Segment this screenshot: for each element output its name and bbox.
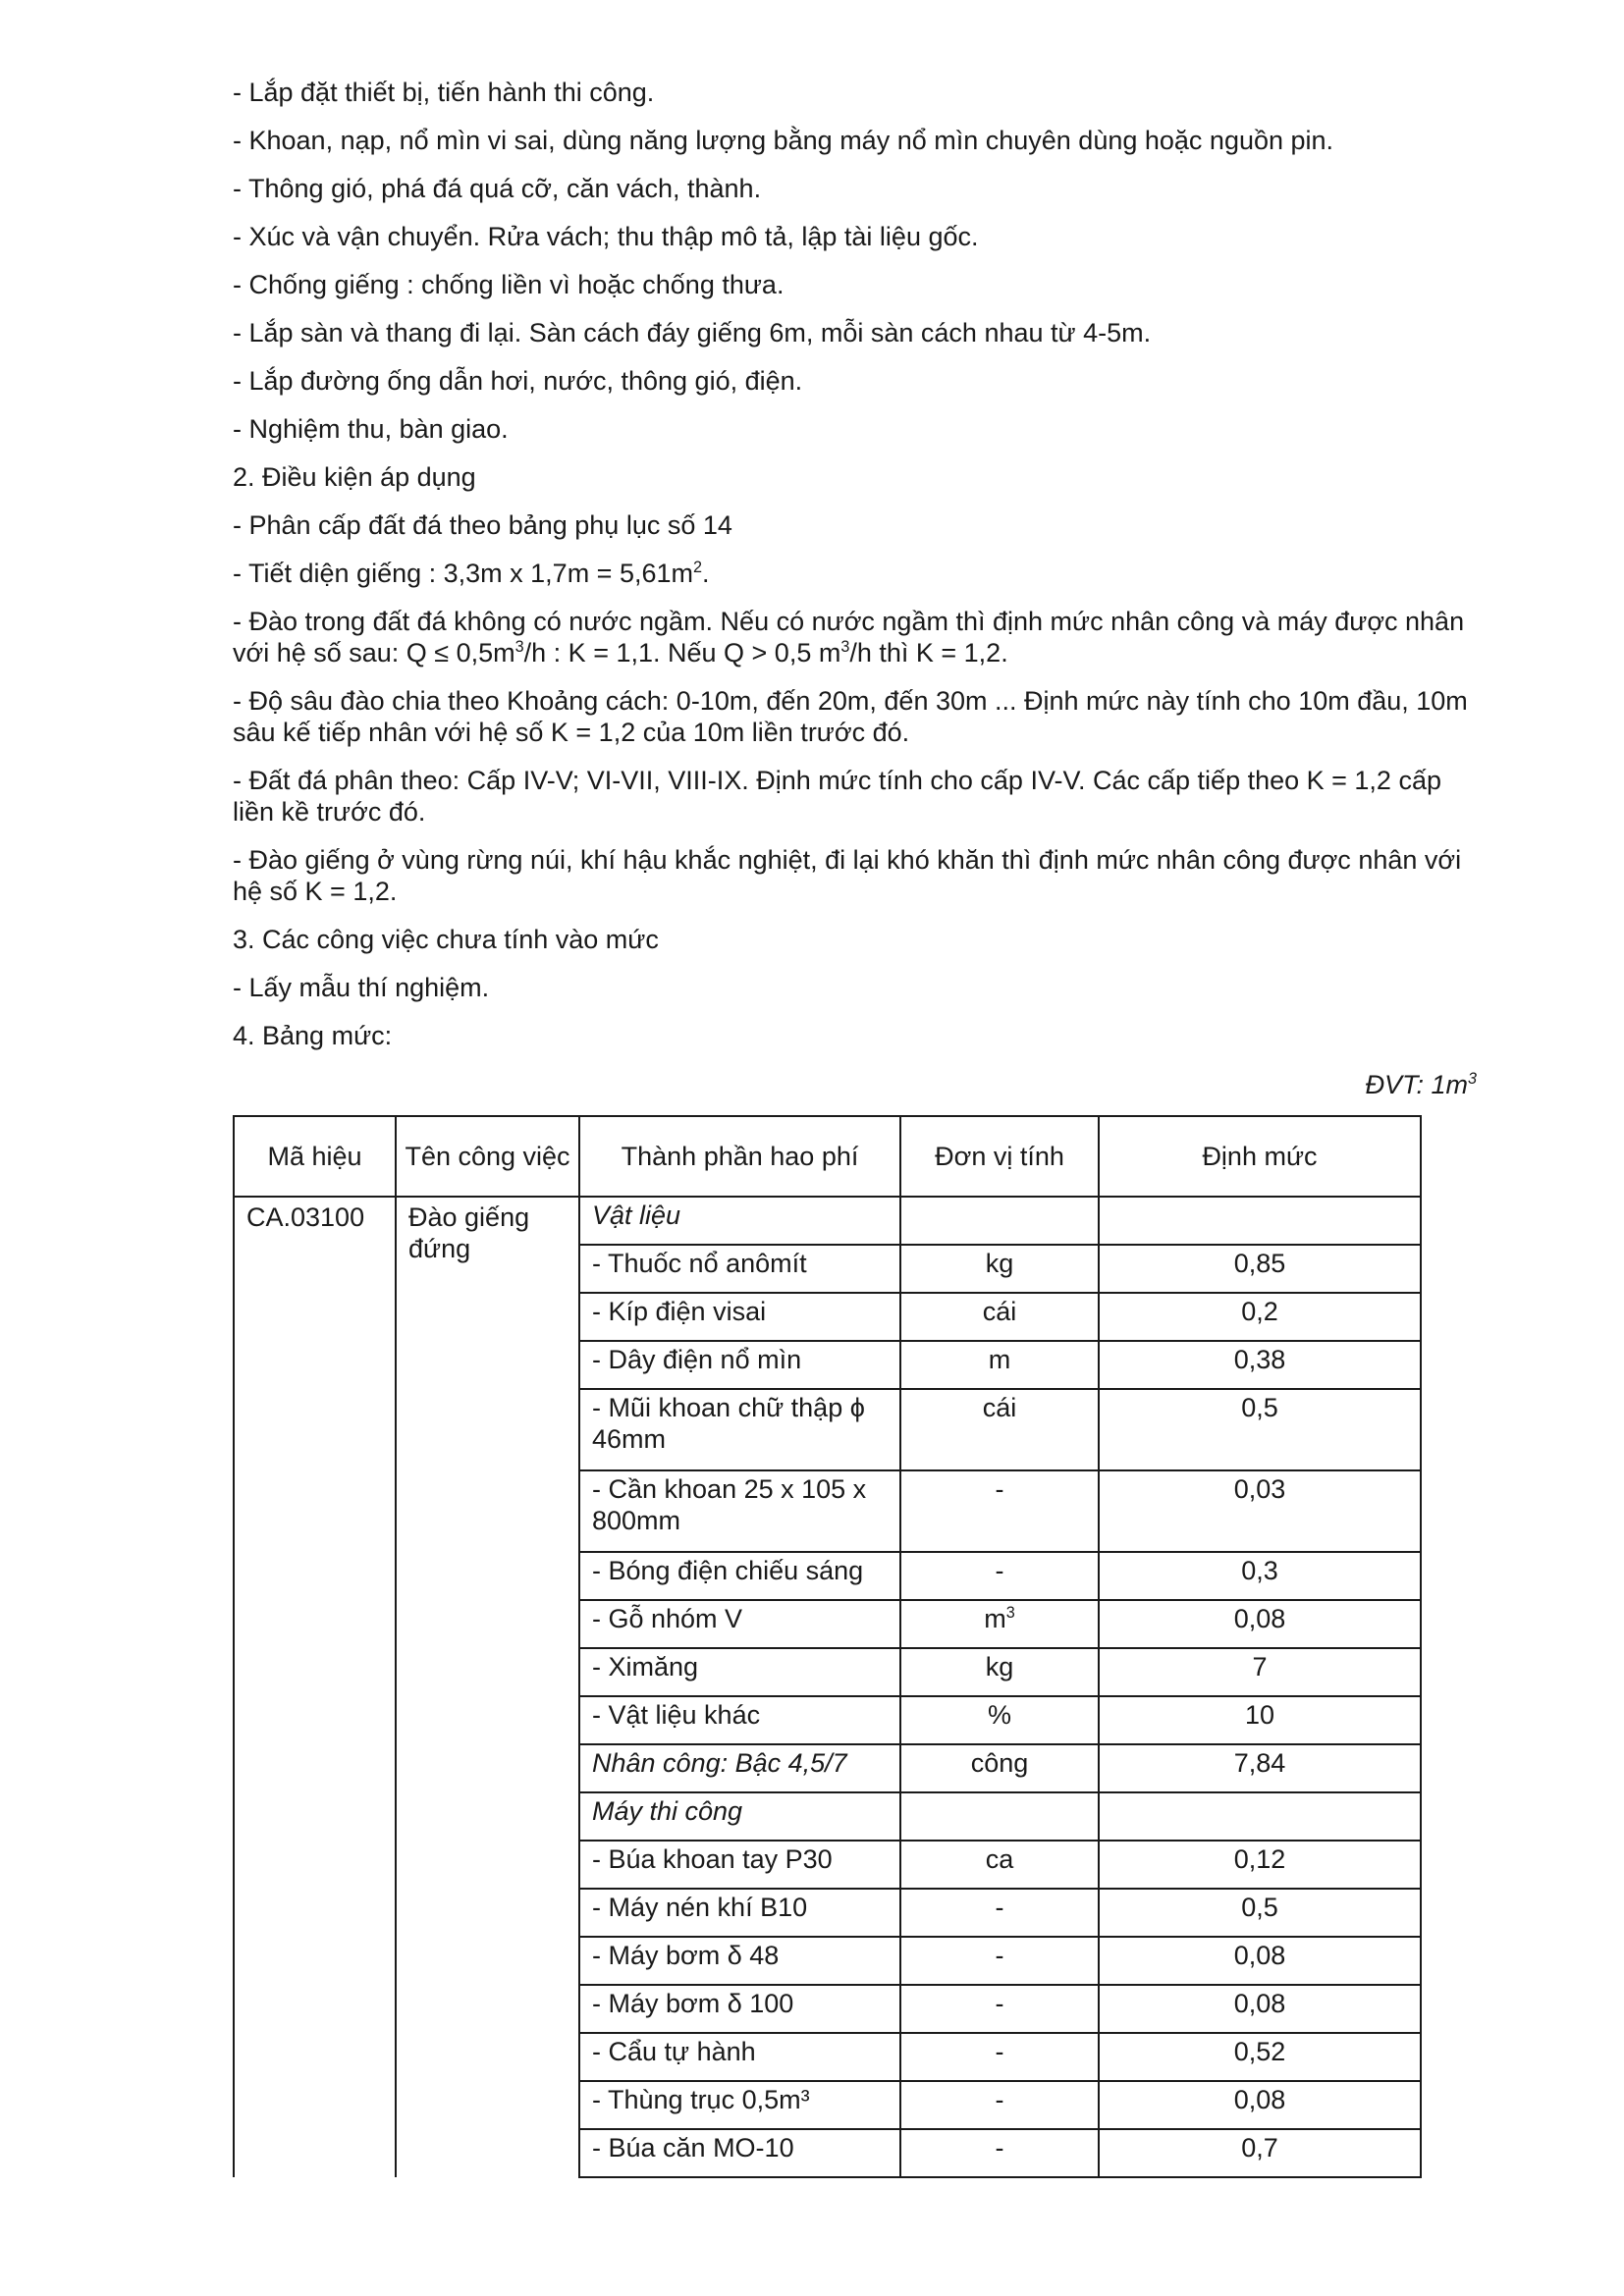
norm-value-cell: 7 bbox=[1099, 1648, 1421, 1696]
header-norm: Định mức bbox=[1099, 1116, 1421, 1197]
norm-value-cell: 0,2 bbox=[1099, 1293, 1421, 1341]
norm-value-cell bbox=[1099, 1197, 1421, 1245]
component-cell: - Bóng điện chiếu sáng bbox=[579, 1552, 900, 1600]
unit-cell-text: m bbox=[984, 1604, 1006, 1633]
unit-cell bbox=[900, 1341, 1099, 1389]
groundwater-text-2: /h : K = 1,1. Nếu Q > 0,5 m bbox=[523, 638, 841, 667]
unit-cell bbox=[900, 1293, 1099, 1341]
unit-of-measure bbox=[1365, 1069, 1477, 1100]
cross-section-text: - Tiết diện giếng : 3,3m x 1,7m = 5,61m bbox=[233, 559, 693, 588]
table-body bbox=[234, 1197, 1421, 2177]
component-cell: - Thùng trục 0,5m³ bbox=[579, 2081, 900, 2129]
unit-cell-sup: 3 bbox=[1005, 1604, 1015, 1622]
section-table-heading: 4. Bảng mức: bbox=[233, 1021, 393, 1050]
cross-section-suffix: . bbox=[702, 559, 710, 588]
unit-cell-text: - bbox=[995, 2133, 1004, 2163]
condition-classification: - Phân cấp đất đá theo bảng phụ lục số 14 bbox=[233, 510, 732, 540]
step-support: - Chống giếng : chống liền vì hoặc chống thưa. bbox=[233, 270, 785, 299]
unit-cell-text: - bbox=[995, 1941, 1004, 1970]
unit-cell bbox=[900, 1245, 1099, 1293]
unit-cell-text: công bbox=[970, 1748, 1029, 1778]
section-excluded-heading: 3. Các công việc chưa tính vào mức bbox=[233, 925, 659, 954]
section-conditions-heading: 2. Điều kiện áp dụng bbox=[233, 462, 476, 492]
norm-value-cell: 0,03 bbox=[1099, 1470, 1421, 1552]
cross-section-sup: 2 bbox=[693, 559, 703, 576]
unit-cell-text: kg bbox=[985, 1249, 1014, 1278]
unit-text: ĐVT: 1m bbox=[1365, 1070, 1468, 1099]
groundwater-text-3: /h thì K = 1,2. bbox=[849, 638, 1008, 667]
step-pipes: - Lắp đường ống dẫn hơi, nước, thông gió, điện. bbox=[233, 366, 803, 396]
unit-cell bbox=[900, 1841, 1099, 1889]
unit-cell bbox=[900, 1552, 1099, 1600]
unit-cell bbox=[900, 2081, 1099, 2129]
table-row bbox=[234, 1197, 1421, 1245]
component-cell: - Máy nén khí B10 bbox=[579, 1889, 900, 1937]
unit-cell-text: - bbox=[995, 2085, 1004, 2114]
unit-cell-text: - bbox=[995, 2037, 1004, 2066]
norm-value-cell: 0,52 bbox=[1099, 2033, 1421, 2081]
unit-cell-text: m bbox=[988, 1345, 1011, 1374]
header-unit: Đơn vị tính bbox=[900, 1116, 1099, 1197]
component-cell: - Thuốc nổ anômít bbox=[579, 1245, 900, 1293]
step-ventilation: - Thông gió, phá đá quá cỡ, căn vách, thành. bbox=[233, 174, 762, 203]
component-cell: - Mũi khoan chữ thập ϕ 46mm bbox=[579, 1389, 900, 1470]
groundwater-text-1: - Đào trong đất đá không có nước ngầm. Nếu có nước ngầm thì định mức nhân công và máy được nhân với hệ số sau: Q ≤ 0,5m bbox=[233, 607, 1465, 667]
work-name-cell: Đào giếng đứng bbox=[396, 1197, 579, 2177]
unit-cell bbox=[900, 1792, 1099, 1841]
excluded-sampling: - Lấy mẫu thí nghiệm. bbox=[233, 973, 490, 1002]
unit-cell bbox=[900, 1197, 1099, 1245]
unit-cell-text: - bbox=[995, 1474, 1004, 1504]
unit-cell-text: cái bbox=[982, 1297, 1017, 1326]
unit-cell-text: - bbox=[995, 1893, 1004, 1922]
step-platform: - Lắp sàn và thang đi lại. Sàn cách đáy giếng 6m, mỗi sàn cách nhau từ 4-5m. bbox=[233, 318, 1152, 347]
header-code: Mã hiệu bbox=[234, 1116, 396, 1197]
norm-value-cell: 0,08 bbox=[1099, 1937, 1421, 1985]
norm-value-cell: 0,5 bbox=[1099, 1889, 1421, 1937]
condition-groundwater bbox=[233, 606, 1480, 668]
unit-cell-text: cái bbox=[982, 1393, 1017, 1422]
header-work-name: Tên công việc bbox=[396, 1116, 579, 1197]
step-loading: - Xúc và vận chuyển. Rửa vách; thu thập mô tả, lập tài liệu gốc. bbox=[233, 222, 979, 251]
norm-value-cell: 0,08 bbox=[1099, 2081, 1421, 2129]
step-install: - Lắp đặt thiết bị, tiến hành thi công. bbox=[233, 78, 655, 107]
unit-cell-text: - bbox=[995, 1989, 1004, 2018]
component-cell: - Ximăng bbox=[579, 1648, 900, 1696]
unit-cell bbox=[900, 1985, 1099, 2033]
table-header-row bbox=[234, 1116, 1421, 1197]
condition-cross-section bbox=[233, 558, 1480, 589]
component-cell: - Gỗ nhóm V bbox=[579, 1600, 900, 1648]
groundwater-sup-1: 3 bbox=[514, 638, 524, 656]
unit-cell bbox=[900, 1937, 1099, 1985]
norm-value-cell: 0,5 bbox=[1099, 1389, 1421, 1470]
norm-table-wrap bbox=[233, 1115, 1422, 2178]
component-cell: - Máy bơm δ 100 bbox=[579, 1985, 900, 2033]
step-acceptance: - Nghiệm thu, bàn giao. bbox=[233, 414, 509, 444]
component-cell: - Cẩu tự hành bbox=[579, 2033, 900, 2081]
unit-cell bbox=[900, 1389, 1099, 1470]
component-cell: - Kíp điện visai bbox=[579, 1293, 900, 1341]
component-cell: Nhân công: Bậc 4,5/7 bbox=[579, 1744, 900, 1792]
header-component: Thành phần hao phí bbox=[579, 1116, 900, 1197]
unit-cell bbox=[900, 1648, 1099, 1696]
unit-cell bbox=[900, 1696, 1099, 1744]
condition-rock-grade: - Đất đá phân theo: Cấp IV-V; VI-VII, VIII-IX. Định mức tính cho cấp IV-V. Các cấp tiếp theo K = 1,2 cấp liền kề trước đó. bbox=[233, 766, 1441, 827]
norm-value-cell: 0,12 bbox=[1099, 1841, 1421, 1889]
component-cell: - Cần khoan 25 x 105 x 800mm bbox=[579, 1470, 900, 1552]
unit-cell bbox=[900, 1470, 1099, 1552]
unit-cell-text: % bbox=[987, 1700, 1011, 1730]
norm-value-cell: 0,08 bbox=[1099, 1600, 1421, 1648]
condition-depth: - Độ sâu đào chia theo Khoảng cách: 0-10m, đến 20m, đến 30m ... Định mức này tính cho 10m đầu, 10m sâu kế tiếp nhân với hệ số K = 1,2 của 10m liền trước đó. bbox=[233, 686, 1468, 747]
norm-value-cell: 0,7 bbox=[1099, 2129, 1421, 2177]
unit-cell bbox=[900, 2033, 1099, 2081]
unit-cell bbox=[900, 1600, 1099, 1648]
norm-value-cell: 10 bbox=[1099, 1696, 1421, 1744]
norm-value-cell: 0,38 bbox=[1099, 1341, 1421, 1389]
work-code-cell: CA.03100 bbox=[234, 1197, 396, 2177]
norm-value-cell: 7,84 bbox=[1099, 1744, 1421, 1792]
step-drilling: - Khoan, nạp, nổ mìn vi sai, dùng năng lượng bằng máy nổ mìn chuyên dùng hoặc nguồn pin. bbox=[233, 126, 1334, 155]
unit-cell bbox=[900, 1889, 1099, 1937]
norm-value-cell: 0,3 bbox=[1099, 1552, 1421, 1600]
component-cell: - Búa căn MO-10 bbox=[579, 2129, 900, 2177]
component-cell: - Dây điện nổ mìn bbox=[579, 1341, 900, 1389]
unit-cell-text: - bbox=[995, 1556, 1004, 1585]
unit-cell-text: ca bbox=[985, 1844, 1014, 1874]
unit-cell bbox=[900, 2129, 1099, 2177]
component-cell: - Vật liệu khác bbox=[579, 1696, 900, 1744]
unit-cell bbox=[900, 1744, 1099, 1792]
norm-table bbox=[233, 1115, 1422, 2178]
norm-value-cell: 0,08 bbox=[1099, 1985, 1421, 2033]
component-cell: - Búa khoan tay P30 bbox=[579, 1841, 900, 1889]
groundwater-sup-2: 3 bbox=[840, 638, 850, 656]
norm-value-cell: 0,85 bbox=[1099, 1245, 1421, 1293]
component-cell: Vật liệu bbox=[579, 1197, 900, 1245]
component-cell: Máy thi công bbox=[579, 1792, 900, 1841]
condition-mountain: - Đào giếng ở vùng rừng núi, khí hậu khắc nghiệt, đi lại khó khăn thì định mức nhân công được nhân với hệ số K = 1,2. bbox=[233, 845, 1462, 906]
unit-cell-text: kg bbox=[985, 1652, 1014, 1682]
component-cell: - Máy bơm δ 48 bbox=[579, 1937, 900, 1985]
norm-value-cell bbox=[1099, 1792, 1421, 1841]
unit-sup: 3 bbox=[1467, 1070, 1477, 1088]
